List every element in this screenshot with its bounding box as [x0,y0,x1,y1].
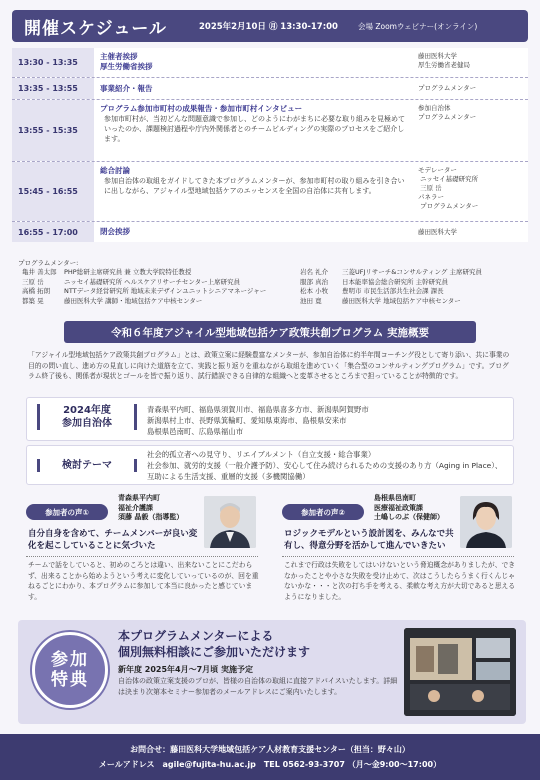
mentor-org: PHP総研主席研究員 兼 立教大学院特任教授 [64,268,192,276]
row-content [94,48,414,77]
program-description: 「アジャイル型地域包括ケア政策共創プログラム」とは、政策立案に経験豊富なメンターが、参加自治体に約半年間コーチング役として寄り添い、共に事業の目的の問い直し、進め方の見直しに向けた道筋を立て、実践と振り返りを重ねながら取組を進めていく「集合型のコンサルティングプログラム」です。プログラム終了後も、関係者が現状とゴールを皆で振り返り、試行錯誤できる自律的な組織へと変革させるところまで担っていることが特徴的です。 [28,351,510,380]
mentor-name: 三原 岳 [22,277,44,286]
mentor-name: 岩名 礼介 [300,268,329,276]
mentors-list-right [300,268,482,306]
row-speaker: 藤田医科大学 [418,227,457,236]
mentor-name: 池田 寛 [300,296,322,305]
mentor-item [300,287,482,297]
badge-line-2: 特典 [51,670,89,690]
row-title: 主催者挨拶 厚生労働省挨拶 [100,52,153,71]
speaker-photo [204,496,256,548]
row-speaker: 参加自治体 プログラムメンター [418,104,477,121]
mentor-item [22,297,266,307]
schedule-row [12,78,528,100]
event-date: 2025年2月10日 ㊊ 13:30-17:00 [198,22,338,32]
voice-body: チームで話をしていると、初めのころとは違い、出来ないことにこだわらず、出来ることから始めようという考えに変化していっているのが、回を重ねるごとにわかり、本プログラムに参加して本当に良かったと感じています。 [28,561,259,601]
row-title: 閉会挨拶 [100,227,130,236]
row-time: 13:35 - 13:55 [12,78,94,99]
schedule-row [12,100,528,162]
online-meeting-photo [404,628,516,716]
voice-pill: 参加者の声① [26,504,108,520]
mentor-item [300,278,482,288]
benefit-heading-2: 個別無料相談にご参加いただけます [118,645,311,659]
benefit-description: 自治体の政策立案支援のプロが、皆様の自治体の取組に直接アドバイスいたします。詳細は決まり次第本セミナー参加者のメールアドレスにご案内いたします。 [118,677,398,696]
contact-footer [0,734,540,780]
speaker-photo [460,496,512,548]
row-content [94,100,414,161]
mentor-name: 亀井 善太郎 [22,268,57,276]
badge-line-1: 参加 [51,650,89,670]
benefit-badge [32,632,108,708]
row-desc: 参加自治体の取組をガイドしてきた本プログラムメンターが、参加市町村の取り組みを引き合いに出しながら、アジャイル型地域包括ケアのエッセンスを全国の自治体に共有します。 [104,177,405,195]
voice-speaker: 島根県邑南町 医療福祉政策課 土嶋しのぶ（保健師） [374,494,444,521]
mentor-org: 日本能率協会総合研究所 主幹研究員 [342,277,449,286]
mentor-name: 松本 小牧 [300,287,329,295]
row-time: 15:45 - 16:55 [12,162,94,221]
voice-headline: ロジックモデルという設計図を、みんなで共有し、得意分野を活かして進んでいきたい [284,529,454,551]
row-desc: 参加市町村が、当初どんな問題意識で参加し、どのようにわがまちに必要な取り組みを見極めていったのか、課題検討過程や庁内外関係者とのチームビルディングの実際のプロセスをご紹介します。 [104,115,405,143]
mentor-name: 高橋 拓朗 [22,287,51,295]
mentor-org: 藤田医科大学 地域包括ケア中核センター [342,296,461,305]
row-title: 事業紹介・報告 [100,83,153,93]
row-title: プログラム参加市町村の成果報告・参加市町村インタビュー [100,104,303,113]
participation-benefit-box [18,620,526,724]
participants-label: 2024年度 参加自治体 [37,404,137,430]
schedule-row [12,48,528,78]
voice-body: これまで行政は失敗をしてはいけないという脅迫概念がありましたが、できなかったことや小さな失敗を受け止めて、次はこうしたらうまく行くんじゃないかな・・・と次の打ち手を考える、柔軟な考え方が大切であると思えるようになりました。 [284,561,516,601]
benefit-schedule: 新年度 2025年4月～7月頃 実施予定 [118,665,253,674]
row-speaker: プログラムメンター [418,84,477,92]
contact-details: メールアドレス agile@fujita-hu.ac.jp TEL 0562-93-3707 （月～金9:00～17:00） [98,760,442,769]
schedule-row [12,222,528,242]
theme-text: 社会的孤立者への見守り、リエイブルメント（自立支援・総合事業） 社会参加、就労的支援（一般介護予防）、安心して住み続けられるための支援のあり方（Aging in Place）、互助による生活支援、重層的支援（多機関協働） [147,450,503,482]
voice-speaker: 青森県平内町 福祉介護課 須藤 晶毅（指導監） [118,494,184,521]
participant-voice-2 [282,492,522,608]
voice-divider [26,556,258,557]
participants-text: 青森県平内町、福島県須賀川市、福島県喜多方市、新潟県阿賀野市 新潟県村上市、長野県箕輪町、愛知県東海市、島根県安来市 島根県邑南町、広島県福山市 [147,405,369,437]
theme-box [26,445,514,485]
mentor-org: 藤田医科大学 講師・地域包括ケア中核センター [64,296,203,305]
row-title: 総合討論 [100,166,130,175]
row-content [94,162,414,221]
contact-line: お問合せ：藤田医科大学地域包括ケア人材教育支援センター（担当：野々山） [130,745,410,754]
mentor-item [300,297,482,307]
mentor-item [300,268,482,278]
mentor-name: 都築 晃 [22,296,44,305]
schedule-row [12,162,528,222]
event-venue: 会場 Zoomウェビナー(オンライン) [357,21,478,31]
participants-box [26,397,514,441]
mentors-label: プログラムメンター: [18,259,79,267]
schedule-table [12,48,528,242]
row-time: 13:55 - 15:35 [12,100,94,161]
row-speaker: 藤田医科大学 厚生労働省老健局 [418,52,470,69]
mentor-item [22,268,266,278]
voice-headline: 自分自身を含めて、チームメンバーが良い変化を起こしていることに気づいた [28,529,198,551]
row-content [94,222,414,242]
participant-voice-1 [26,492,266,608]
mentor-org: 豊明市 市民生活部共生社会課 課長 [342,287,444,295]
mentor-item [22,278,266,288]
row-time: 16:55 - 17:00 [12,222,94,242]
row-time: 13:30 - 13:35 [12,48,94,77]
row-speaker: モデレーター ニッセイ基礎研究所 三原 岳 パネラー プログラムメンター [418,166,479,210]
mentor-org: NTTデータ経営研究所 地域未来デザインユニットシニアマネージャー [64,287,267,295]
mentor-item [22,287,266,297]
benefit-heading-1: 本プログラムメンターによる [118,629,274,643]
schedule-header [12,10,528,42]
mentor-org: ニッセイ基礎研究所 ヘルスケアリサーチセンター上席研究員 [64,277,241,286]
mentor-name: 服部 真治 [300,277,329,286]
theme-label: 検討テーマ [37,459,137,472]
mentor-org: 三菱UFJリサーチ&コンサルティング 主席研究員 [342,268,482,276]
voice-pill: 参加者の声② [282,504,364,520]
row-content [94,78,414,99]
voice-divider [282,556,514,557]
program-title-band: 令和６年度アジャイル型地域包括ケア政策共創プログラム 実施概要 [64,321,476,343]
schedule-title: 開催スケジュール [24,18,167,39]
mentors-list-left [22,268,266,306]
